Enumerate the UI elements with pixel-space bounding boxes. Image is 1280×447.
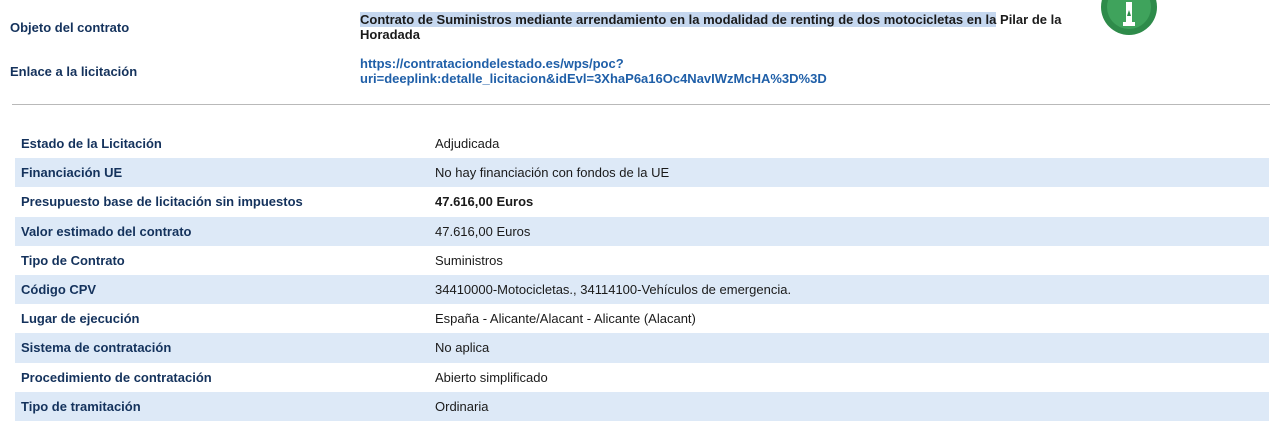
table-row-tipo-contrato <box>15 246 1269 275</box>
licitacion-details-table <box>15 129 1269 421</box>
row-label: Sistema de contratación <box>21 340 172 356</box>
row-value: 47.616,00 Euros <box>435 194 534 210</box>
row-label: Código CPV <box>21 282 97 298</box>
row-label: Presupuesto base de licitación sin impuestos <box>21 194 303 210</box>
licitacion-link-line1: https://contrataciondelestado.es/wps/poc? <box>360 56 624 71</box>
table-row-estado <box>15 129 1269 158</box>
table-row-tipo-tramitacion <box>15 392 1269 421</box>
row-label: Tipo de tramitación <box>21 398 141 414</box>
municipal-crest-icon <box>1100 0 1158 36</box>
table-row-procedimiento <box>15 363 1269 392</box>
table-row-valor-estimado <box>15 217 1269 246</box>
row-value: España - Alicante/Alacant - Alicante (Alacant) <box>435 311 696 327</box>
row-label: Procedimiento de contratación <box>21 369 212 385</box>
header-divider <box>12 104 1270 105</box>
table-row-presupuesto <box>15 187 1269 216</box>
table-row-codigo-cpv <box>15 275 1269 304</box>
row-label: Lugar de ejecución <box>21 311 140 327</box>
licitacion-link-line2: uri=deeplink:detalle_licitacion&idEvl=3XhaP6a16Oc4NavIWzMcHA%3D%3D <box>360 71 827 86</box>
objeto-value <box>360 12 1080 42</box>
table-row-sistema-contratacion <box>15 333 1269 362</box>
contract-header <box>0 0 1280 104</box>
row-label: Tipo de Contrato <box>21 252 125 268</box>
row-value: Ordinaria <box>435 398 489 414</box>
row-value: 34410000-Motocicletas., 34114100-Vehículos de emergencia. <box>435 282 792 298</box>
row-value: 47.616,00 Euros <box>435 223 531 239</box>
objeto-value-rest: Pilar de la Horadada <box>360 12 1062 42</box>
objeto-label: Objeto del contrato <box>10 20 130 35</box>
row-value: Suministros <box>435 252 503 268</box>
row-value: Adjudicada <box>435 136 500 152</box>
row-value: No hay financiación con fondos de la UE <box>435 165 670 181</box>
row-value: Abierto simplificado <box>435 369 548 385</box>
row-label: Estado de la Licitación <box>21 136 162 152</box>
row-label: Financiación UE <box>21 165 123 181</box>
row-label: Valor estimado del contrato <box>21 223 192 239</box>
licitacion-link[interactable] <box>360 56 1080 86</box>
table-row-financiacion <box>15 158 1269 187</box>
objeto-value-highlighted: Contrato de Suministros mediante arrendamiento en la modalidad de renting de dos motocicletas en la <box>360 12 997 27</box>
enlace-label: Enlace a la licitación <box>10 64 138 79</box>
table-row-lugar-ejecucion <box>15 304 1269 333</box>
row-value: No aplica <box>435 340 490 356</box>
